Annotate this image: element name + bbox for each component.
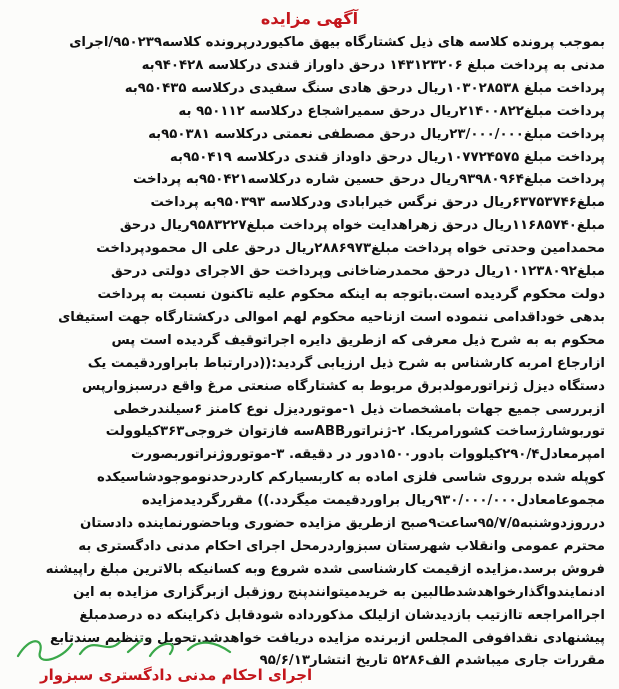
body-line: پرداخت مبلغ ۱۰۳۰۲۸۵۳۸ریال درحق هادی سنگ سفیدی درکلاسه ۹۵۰۴۳۵به — [124, 80, 605, 96]
body-line: مقررات جاری میباشدم الف۵۲۸۶ تاریخ انتشار۹۵/۶/۱۳ — [259, 653, 605, 669]
body-line: بموجب پرونده کلاسه های ذیل کشتارگاه بیهق ماکیوردرپرونده کلاسه۹۵۰۲۳۹/اجرای — [69, 35, 605, 50]
handwritten-signature — [10, 630, 240, 664]
body-line: ازارجاع امربه کارشناس به شرح ذیل ارزیابی گردید:((درارتباط بابراوردقیمت یک — [87, 355, 605, 371]
issuer-signature: اجرای احکام مدنی دادگستری سبزوار — [40, 666, 313, 684]
body-line: مبلغ۶۳۷۵۳۷۴۶ریال درحق نرگس خیرابادی ودرکلاسه ۹۵۰۳۹۳به پرداخت — [150, 195, 605, 211]
body-line: مبلغ۱۱۶۸۵۷۴۰ریال درحق زهراهدایت خواه پرداخت مبلغ۹۵۸۳۲۲۷ریال درحق — [119, 218, 605, 234]
body-line: مدنی به پرداخت مبلغ ۱۴۳۱۲۳۲۰۶ درحق داوراز قندی درکلاسه ۹۴۰۴۲۸به — [141, 57, 605, 73]
body-line: پرداخت مبلغ۲۳/۰۰۰/۰۰۰ریال درحق مصطفی نعمتی درکلاسه ۹۵۰۳۸۱به — [148, 126, 605, 142]
body-line: پرداخت مبلغ۲۱۴۰۰۸۲۲ریال درحق سمیراشجاع درکلاسه ۹۵۰۱۱۲ به — [178, 103, 605, 119]
body-line: امپرمعادل۲۹۰/۴کیلووات بادور۱۵۰۰دور در دقیقه. ۳-موتوروژنراتوربصورت — [131, 447, 605, 463]
body-line: پیشنهادی نقدافوفی المجلس ازبرنده مزایده دریافت خواهدشد.تحویل وتنظیم سندتابع — [49, 630, 605, 646]
body-line: درروزدوشنبه۹۵/۷/۵ساعت۹صبح ازطریق مزایده حضوری وباحضورنماینده دادستان — [80, 516, 605, 532]
body-line: کوپله شده برروی شاسی فلزی اماده به کاربسیارکم کاردرحدنوموجودشاسیکده — [96, 470, 605, 486]
body-line: فروش برسد.مزایده ازقیمت کارشناسی شده شروع وبه کسانیکه بالاترین مبلغ راپیشنه — [45, 561, 605, 577]
notice-body — [14, 32, 605, 673]
body-line: مبلغ۱۰۱۲۳۸۰۹۲ریال درحق محمدرضاخانی وپرداخت حق الاجرای دولتی درحق — [111, 264, 605, 280]
body-line: پرداخت مبلغ ۱۰۷۷۲۴۵۷۵ریال درحق داوداز قندی درکلاسه ۹۵۰۴۱۹به — [169, 149, 605, 165]
body-line: توربوشارژساخت کشورامریکا. ۲-ژنراتورABBسه فازتوان خروجی۳۶۳کیلوولت — [105, 424, 605, 440]
body-line: پرداخت مبلغ۹۳۹۸۰۹۶۴ریال درحق حسین شاره درکلاسه۹۵۰۴۲۱به پرداخت — [132, 172, 605, 188]
body-line: بدهی خوداقدامی ننموده است ازناحیه محکوم لهم اموالی درکشتارگاه جهت استیفای — [58, 309, 605, 325]
body-line: محترم عمومی وانقلاب شهرستان سبزواردرمحل اجرای احکام مدنی دادگستری به — [78, 538, 605, 554]
body-line: دولت محکوم گردیده است.باتوجه به اینکه محکوم علیه تاکنون نسبت به پرداخت — [97, 286, 605, 302]
body-line: مجموعامعادل۹۳۰/۰۰۰/۰۰۰ریال براوردقیمت میگردد.)) مقررگردیدمزایده — [141, 493, 605, 509]
body-line: محکوم به به شرح ذیل معرفی که ازطریق دایره اجراتوقیف گردیده است پس — [111, 332, 605, 348]
body-line: اجراامراجعه تاازتیب بازدیدشان ازلیلک مذکورداده شودقابل ذکراینکه ده درصدمبلغ — [79, 607, 605, 623]
body-line: ازبررسی جمیع جهات بامشخصات ذیل ۱-موتوردیزل نوع کامنز ۶سیلندرخطی — [113, 401, 605, 417]
body-line: محمدامین وحدتی خواه پرداخت مبلغ۲۸۸۶۹۷۳ریال درحق علی ال محمودپرداخت — [96, 241, 605, 257]
notice-title: آگهی مزایده — [260, 9, 359, 28]
body-line: ادنمایندواگذارخواهدشدطالبین به خریدمیتوانندپنج روزقبل ازبرگزاری مزایده به این — [73, 584, 605, 600]
body-line: دستگاه دیزل ژنراتورمولدبرق مربوط به کشتارگاه صنعتی مرغ واقع درسبزوارپس — [81, 378, 605, 394]
